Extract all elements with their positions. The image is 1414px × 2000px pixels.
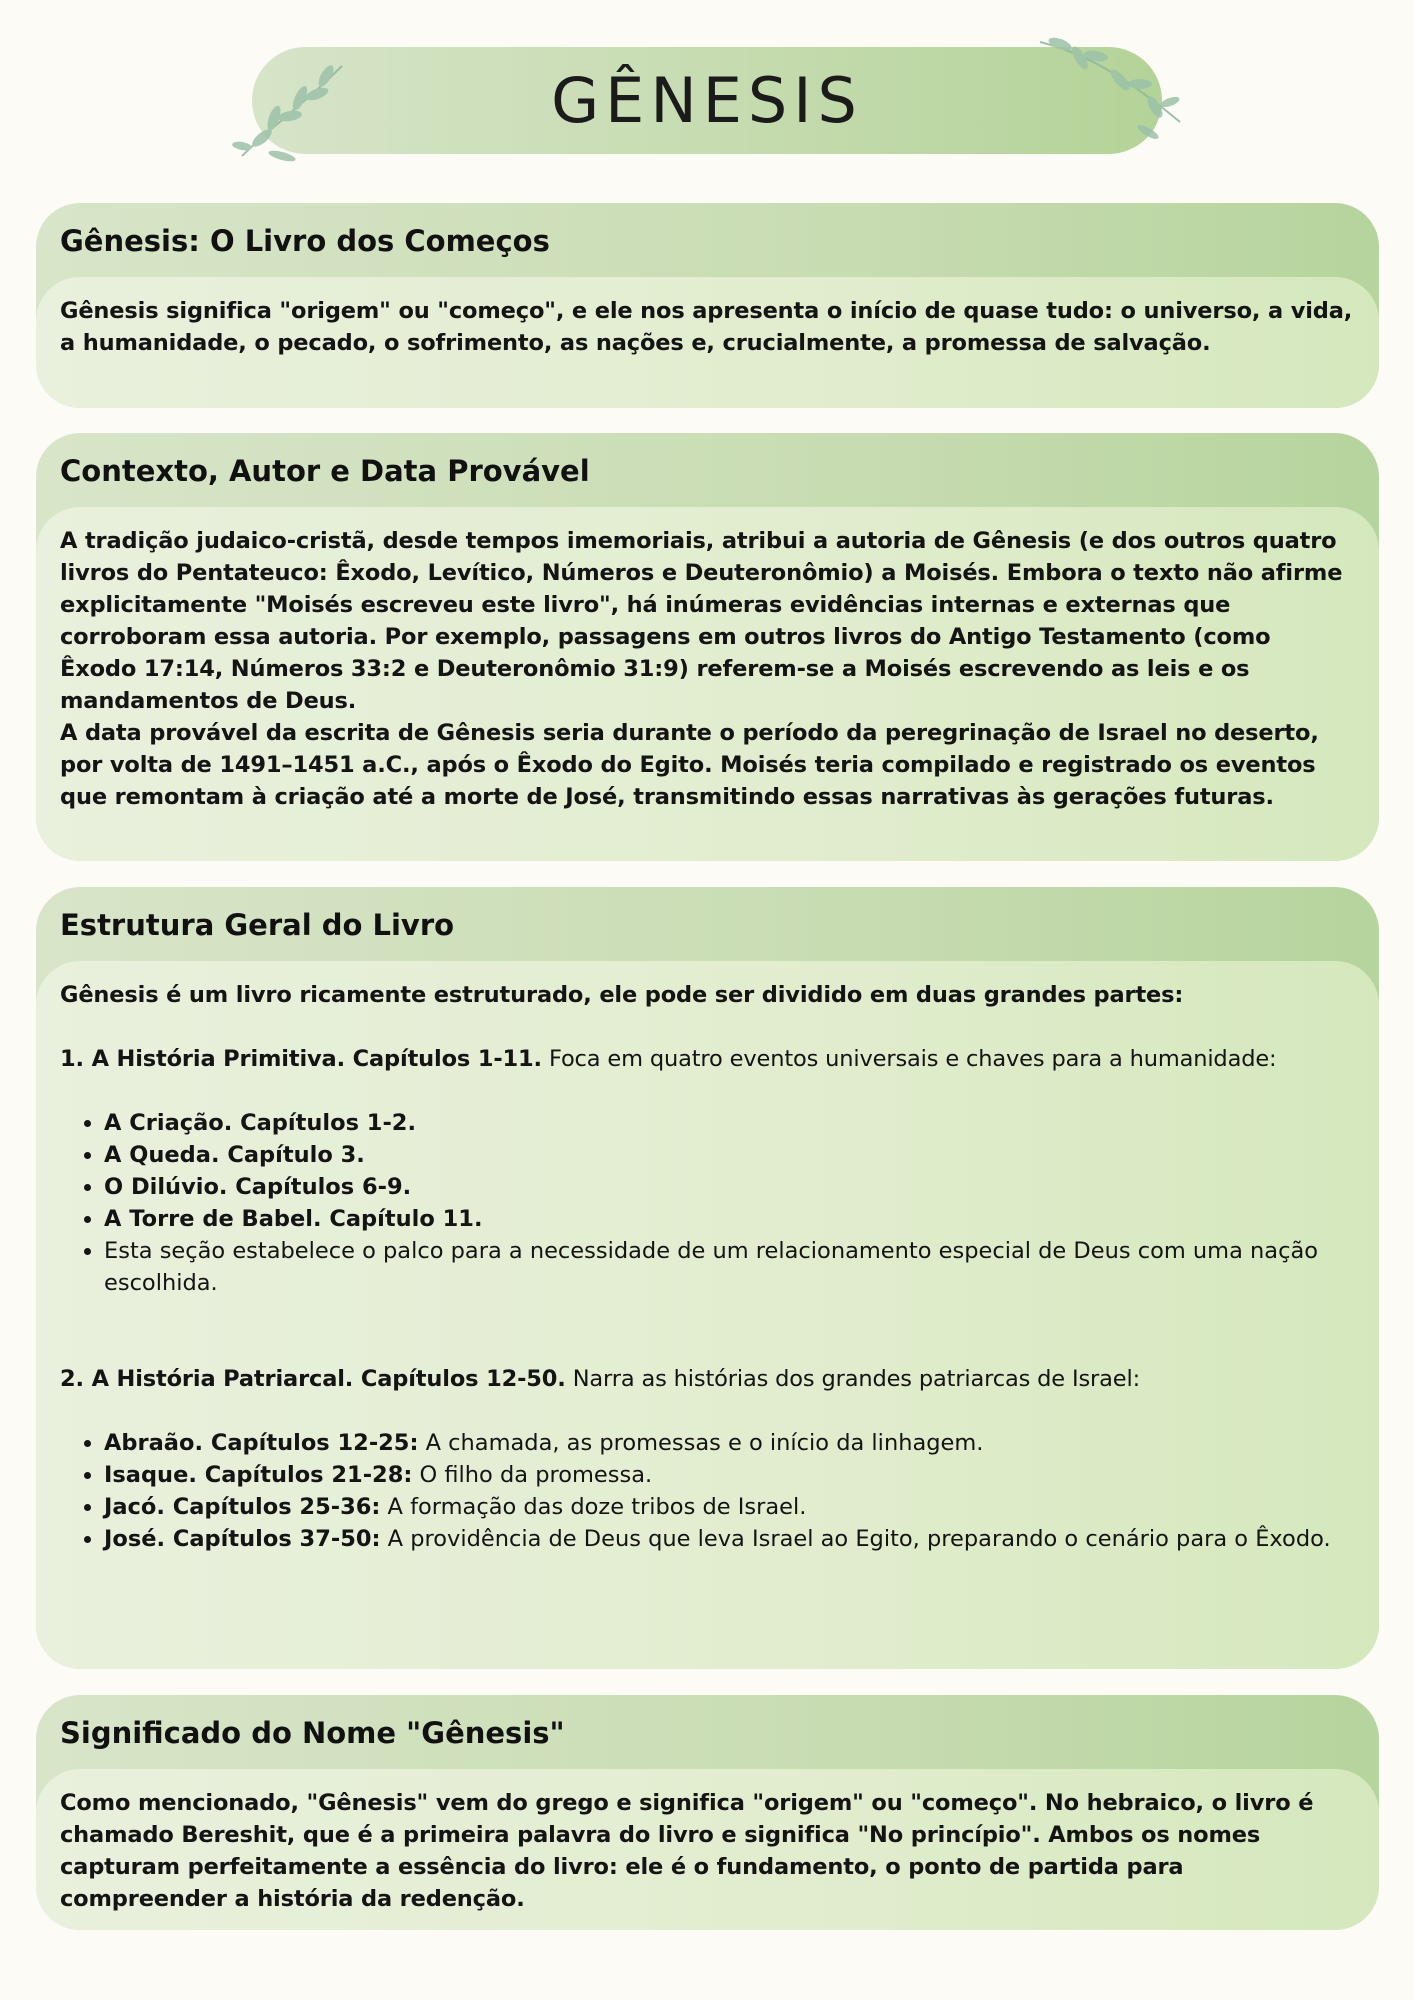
section-structure-title: Estrutura Geral do Livro <box>60 908 455 942</box>
part1-list <box>60 1107 1353 1299</box>
part1-text: Foca em quatro eventos universais e chaves para a humanidade: <box>541 1046 1277 1072</box>
patriarch-label: Jacó. Capítulos 25-36: <box>104 1494 381 1520</box>
list-item <box>104 1491 1353 1523</box>
section-context-body <box>36 507 1379 861</box>
patriarch-label: José. Capítulos 37-50: <box>104 1526 381 1552</box>
section-context-title: Contexto, Autor e Data Provável <box>60 454 590 488</box>
section-structure <box>36 887 1379 1669</box>
structure-part2 <box>60 1363 1353 1395</box>
patriarch-text: A chamada, as promessas e o início da linhagem. <box>418 1430 984 1456</box>
context-paragraph-author: A tradição judaico-cristã, desde tempos imemoriais, atribui a autoria de Gênesis (e dos outros quatro livros do Pentateuco: Êxodo, Levítico, Números e Deuteronômio) a Moisés. Embora o texto não afirme explicitamente "Moisés escreveu este livro", há inúmeras evidências internas e externas que corroboram essa autoria. Por exemplo, passagens em outros livros do Antigo Testamento (como Êxodo 17:14, Números 33:2 e Deuteronômio 31:9) referem-se a Moisés escrevendo as leis e os mandamentos de Deus. <box>60 528 1343 714</box>
list-item <box>104 1523 1353 1555</box>
structure-intro: Gênesis é um livro ricamente estruturado, ele pode ser dividido em duas grandes partes: <box>60 982 1184 1008</box>
leaf-decoration-left-icon <box>222 46 372 176</box>
patriarch-label: Abraão. Capítulos 12-25: <box>104 1430 419 1456</box>
list-item <box>104 1459 1353 1491</box>
list-item: • A Queda. Capítulo 3. <box>104 1139 1353 1171</box>
list-item-note: • Esta seção estabelece o palco para a necessidade de um relacionamento especial de Deus com uma nação escolhida. <box>104 1235 1353 1299</box>
part2-list <box>60 1427 1353 1555</box>
leaf-decoration-right-icon <box>1030 22 1190 152</box>
section-context <box>36 433 1379 861</box>
list-item: • A Torre de Babel. Capítulo 11. <box>104 1203 1353 1235</box>
section-intro-title: Gênesis: O Livro dos Começos <box>60 224 550 258</box>
context-paragraph-date: A data provável da escrita de Gênesis seria durante o período da peregrinação de Israel no deserto, por volta de 1491–1451 a.C., após o Êxodo do Egito. Moisés teria compilado e registrado os eventos que remontam à criação até a morte de José, transmitindo essas narrativas às gerações futuras. <box>60 720 1319 810</box>
section-intro <box>36 203 1379 408</box>
patriarch-text: A formação das doze tribos de Israel. <box>380 1494 807 1520</box>
list-item <box>104 1427 1353 1459</box>
part2-heading: 2. A História Patriarcal. Capítulos 12-50. <box>60 1366 566 1392</box>
section-name-meaning-title: Significado do Nome "Gênesis" <box>60 1716 565 1750</box>
section-name-meaning-body <box>36 1769 1379 1930</box>
section-name-meaning <box>36 1695 1379 1930</box>
list-item: • A Criação. Capítulos 1-2. <box>104 1107 1353 1139</box>
list-item: • O Dilúvio. Capítulos 6-9. <box>104 1171 1353 1203</box>
patriarch-text: O filho da promessa. <box>412 1462 653 1488</box>
patriarch-label: Isaque. Capítulos 21-28: <box>104 1462 413 1488</box>
section-structure-body <box>36 961 1379 1669</box>
section-intro-body <box>36 277 1379 408</box>
part1-heading: 1. A História Primitiva. Capítulos 1-11. <box>60 1046 542 1072</box>
patriarch-text: A providência de Deus que leva Israel ao Egito, preparando o cenário para o Êxodo. <box>380 1526 1331 1552</box>
title-banner <box>252 47 1162 154</box>
section-intro-text: Gênesis significa "origem" ou "começo", e ele nos apresenta o início de quase tudo: o universo, a vida, a humanidade, o pecado, o sofrimento, as nações e, crucialmente, a promessa de salvação. <box>60 298 1353 356</box>
section-name-meaning-text: Como mencionado, "Gênesis" vem do grego e significa "origem" ou "começo". No hebraico, o livro é chamado Bereshit, que é a primeira palavra do livro e significa "No princípio". Ambos os nomes capturam perfeitamente a essência do livro: ele é o fundamento, o ponto de partida para compreender a história da redenção. <box>60 1790 1314 1912</box>
structure-part1 <box>60 1043 1353 1075</box>
part2-text: Narra as histórias dos grandes patriarcas de Israel: <box>565 1366 1141 1392</box>
page-title: GÊNESIS <box>551 64 863 137</box>
